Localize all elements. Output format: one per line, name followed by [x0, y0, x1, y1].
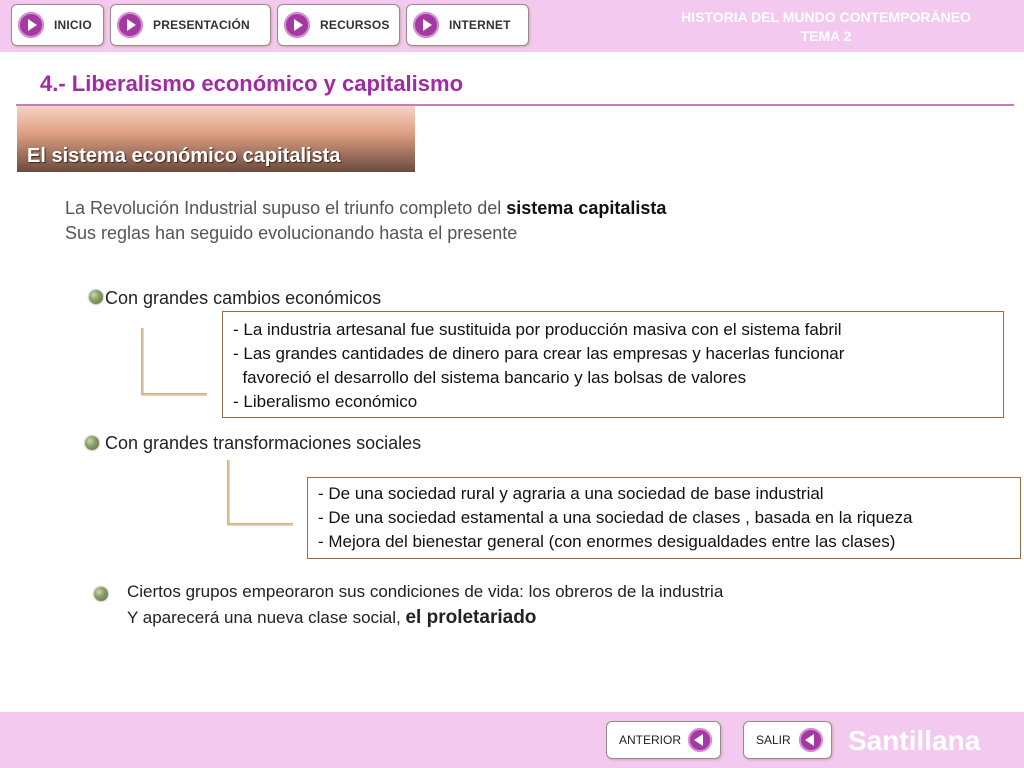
point-1-item: favoreció el desarrollo del sistema bancario y las bolsas de valores [233, 368, 747, 387]
point-2-details-box [307, 477, 1021, 559]
connector-arrow-icon [227, 460, 293, 526]
closing-line-2-text: Y aparecerá una nueva clase social, [127, 608, 406, 627]
play-arrow-icon [117, 12, 143, 38]
nav-inicio-label: INICIO [54, 18, 92, 32]
section-banner [17, 106, 415, 172]
nav-inicio-button[interactable] [11, 4, 104, 46]
intro-line-1-text: La Revolución Industrial supuso el triunfo completo del [65, 198, 507, 218]
exit-label: SALIR [756, 733, 791, 747]
point-1-item: - Liberalismo económico [233, 392, 418, 411]
intro-line-2: Sus reglas han seguido evolucionando hasta el presente [65, 223, 518, 243]
nav-presentacion-button[interactable] [110, 4, 271, 46]
point-1-heading: Con grandes cambios económicos [105, 288, 382, 308]
exit-button[interactable] [743, 721, 832, 759]
nav-presentacion-label: PRESENTACIÓN [153, 18, 250, 32]
brand-logo: Santillana [848, 725, 981, 756]
bullet-icon [85, 436, 99, 450]
section-title: El sistema económico capitalista [27, 145, 341, 167]
point-2-item: - Mejora del bienestar general (con enormes desigualdades entre las clases) [318, 532, 896, 551]
bullet-icon [94, 587, 108, 601]
nav-recursos-button[interactable] [277, 4, 400, 46]
closing-line-1: Ciertos grupos empeoraron sus condiciones de vida: los obreros de la industria [127, 582, 724, 601]
point-2-item: - De una sociedad estamental a una sociedad de clases , basada en la riqueza [318, 508, 913, 527]
point-2-item: - De una sociedad rural y agraria a una sociedad de base industrial [318, 484, 824, 503]
bullet-icon [89, 290, 103, 304]
course-unit: TEMA 2 [800, 28, 852, 44]
closing-line-2 [127, 607, 536, 629]
course-name: HISTORIA DEL MUNDO CONTEMPORÁNEO [681, 9, 971, 25]
page-title: 4.- Liberalismo económico y capitalismo [40, 71, 464, 96]
previous-button[interactable] [606, 721, 721, 759]
closing-line-2-emphasis: el proletariado [405, 607, 537, 628]
nav-internet-button[interactable] [406, 4, 529, 46]
course-title [646, 8, 1006, 46]
nav-internet-label: INTERNET [449, 18, 511, 32]
previous-label: ANTERIOR [619, 733, 682, 747]
intro-line-1 [65, 196, 666, 221]
intro-text [65, 196, 666, 246]
intro-line-1-emphasis: sistema capitalista [506, 198, 667, 218]
nav-recursos-label: RECURSOS [320, 18, 390, 32]
point-1-item: - Las grandes cantidades de dinero para crear las empresas y hacerlas funcionar [233, 344, 845, 363]
point-2-heading: Con grandes transformaciones sociales [105, 433, 422, 453]
point-1-item: - La industria artesanal fue sustituida por producción masiva con el sistema fabril [233, 320, 842, 339]
connector-arrow-icon [141, 328, 207, 396]
play-arrow-icon [284, 12, 310, 38]
back-arrow-icon [688, 728, 712, 752]
point-1-details-box [222, 311, 1004, 418]
play-arrow-icon [18, 12, 44, 38]
play-arrow-icon [413, 12, 439, 38]
back-arrow-icon [799, 728, 823, 752]
